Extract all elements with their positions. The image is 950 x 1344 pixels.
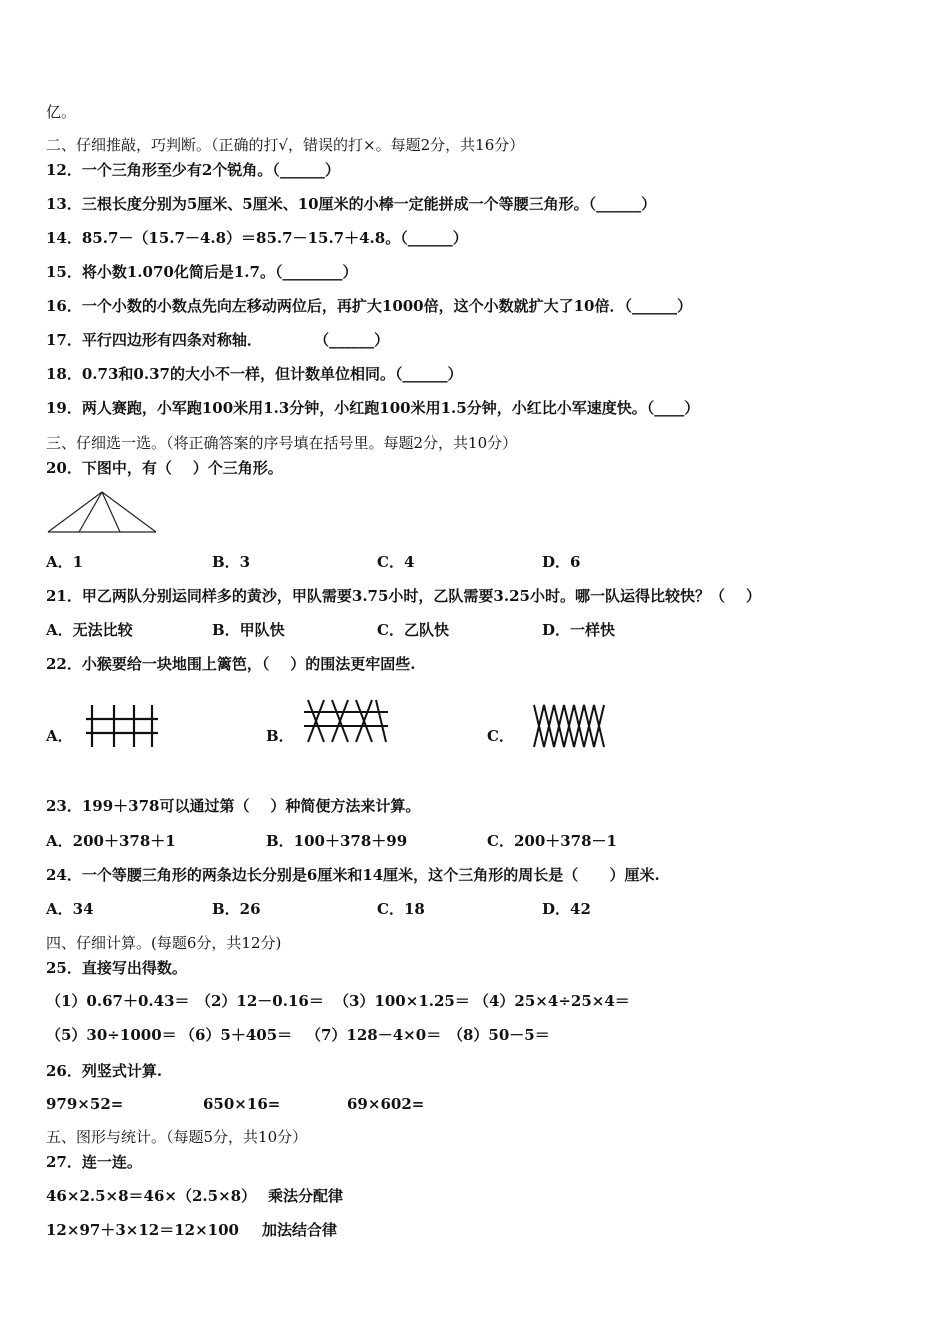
match-left-1[interactable]: 46×2.5×8＝46×（2.5×8） bbox=[46, 1187, 257, 1205]
q24-option-a[interactable]: A．34 bbox=[46, 900, 94, 918]
triangle-figure bbox=[46, 490, 160, 536]
question-14: 14．85.7－（15.7－4.8）＝85.7－15.7＋4.8。（______） bbox=[46, 229, 468, 247]
question-18: 18．0.73和0.37的大小不一样，但计数单位相同。（______） bbox=[46, 365, 463, 383]
fence-grid-figure bbox=[86, 703, 158, 749]
q22-option-c[interactable]: C． bbox=[487, 727, 514, 745]
question-12: 12．一个三角形至少有2个锐角。（______） bbox=[46, 161, 340, 179]
question-19: 19．两人赛跑，小军跑100米用1.3分钟，小红跑100米用1.5分钟，小红比小军速度快。（____） bbox=[46, 399, 700, 417]
q20-option-c[interactable]: C．4 bbox=[377, 553, 415, 571]
fence-zigzag-figure bbox=[532, 703, 606, 749]
question-27: 27．连一连。 bbox=[46, 1153, 142, 1171]
question-23: 23．199＋378可以通过第（ ）种简便方法来计算。 bbox=[46, 797, 421, 815]
calc-item-6: （6）5＋405＝ bbox=[180, 1026, 293, 1044]
question-13: 13．三根长度分别为5厘米、5厘米、10厘米的小棒一定能拼成一个等腰三角形。（______） bbox=[46, 195, 657, 213]
calc-item-8: （8）50－5＝ bbox=[448, 1026, 550, 1044]
q20-option-d[interactable]: D．6 bbox=[542, 553, 581, 571]
question-16: 16．一个小数的小数点先向左移动两位后，再扩大1000倍，这个小数就扩大了10倍．（______） bbox=[46, 297, 692, 315]
q22-option-a[interactable]: A． bbox=[46, 727, 73, 745]
fence-cross-figure bbox=[302, 698, 390, 744]
section2-heading: 二、仔细推敲，巧判断。（正确的打√，错误的打×。每题2分，共16分） bbox=[46, 136, 525, 154]
match-left-2[interactable]: 12×97＋3×12＝12×100 bbox=[46, 1221, 239, 1239]
section3-heading: 三、仔细选一选。（将正确答案的序号填在括号里。每题2分，共10分） bbox=[46, 434, 518, 452]
question-25: 25．直接写出得数。 bbox=[46, 959, 187, 977]
q20-option-b[interactable]: B．3 bbox=[212, 553, 251, 571]
match-right-1[interactable]: 乘法分配律 bbox=[268, 1187, 344, 1205]
q23-option-a[interactable]: A．200＋378＋1 bbox=[46, 832, 176, 850]
question-22: 22．小猴要给一块地围上篱笆，（ ）的围法更牢固些. bbox=[46, 655, 416, 673]
question-20: 20．下图中，有（ ）个三角形。 bbox=[46, 459, 283, 477]
q24-option-b[interactable]: B．26 bbox=[212, 900, 261, 918]
q23-option-b[interactable]: B．100＋378＋99 bbox=[266, 832, 408, 850]
q24-option-d[interactable]: D．42 bbox=[542, 900, 591, 918]
calc-item-1: （1）0.67＋0.43＝ bbox=[46, 992, 190, 1010]
vertical-calc-2: 650×16= bbox=[203, 1095, 281, 1113]
calc-item-2: （2）12－0.16＝ bbox=[196, 992, 324, 1010]
continued-text: 亿。 bbox=[46, 103, 77, 121]
question-26: 26．列竖式计算. bbox=[46, 1062, 163, 1080]
section5-heading: 五、图形与统计。（每题5分，共10分） bbox=[46, 1128, 308, 1146]
calc-item-7: （7）128－4×0＝ bbox=[306, 1026, 442, 1044]
vertical-calc-3: 69×602= bbox=[347, 1095, 425, 1113]
question-24: 24．一个等腰三角形的两条边长分别是6厘米和14厘米，这个三角形的周长是（ ）厘米. bbox=[46, 866, 660, 884]
q20-option-a[interactable]: A．1 bbox=[46, 553, 84, 571]
section4-heading: 四、仔细计算。(每题6分，共12分) bbox=[46, 934, 282, 952]
q21-option-b[interactable]: B．甲队快 bbox=[212, 621, 285, 639]
question-17: 17．平行四边形有四条对称轴． （______） bbox=[46, 331, 390, 349]
calc-item-3: （3）100×1.25＝ bbox=[334, 992, 470, 1010]
q21-option-a[interactable]: A．无法比较 bbox=[46, 621, 133, 639]
question-15: 15．将小数1.070化简后是1.7。（________） bbox=[46, 263, 358, 281]
vertical-calc-1: 979×52= bbox=[46, 1095, 124, 1113]
q22-option-b[interactable]: B． bbox=[266, 727, 294, 745]
q21-option-c[interactable]: C．乙队快 bbox=[377, 621, 449, 639]
question-21: 21．甲乙两队分别运同样多的黄沙，甲队需要3.75小时，乙队需要3.25小时。哪一队运得比较快？（ ） bbox=[46, 587, 761, 605]
q21-option-d[interactable]: D．一样快 bbox=[542, 621, 616, 639]
calc-item-5: （5）30÷1000＝ bbox=[46, 1026, 177, 1044]
q24-option-c[interactable]: C．18 bbox=[377, 900, 425, 918]
q23-option-c[interactable]: C．200＋378－1 bbox=[487, 832, 617, 850]
calc-item-4: （4）25×4÷25×4＝ bbox=[474, 992, 630, 1010]
match-right-2[interactable]: 加法结合律 bbox=[262, 1221, 338, 1239]
